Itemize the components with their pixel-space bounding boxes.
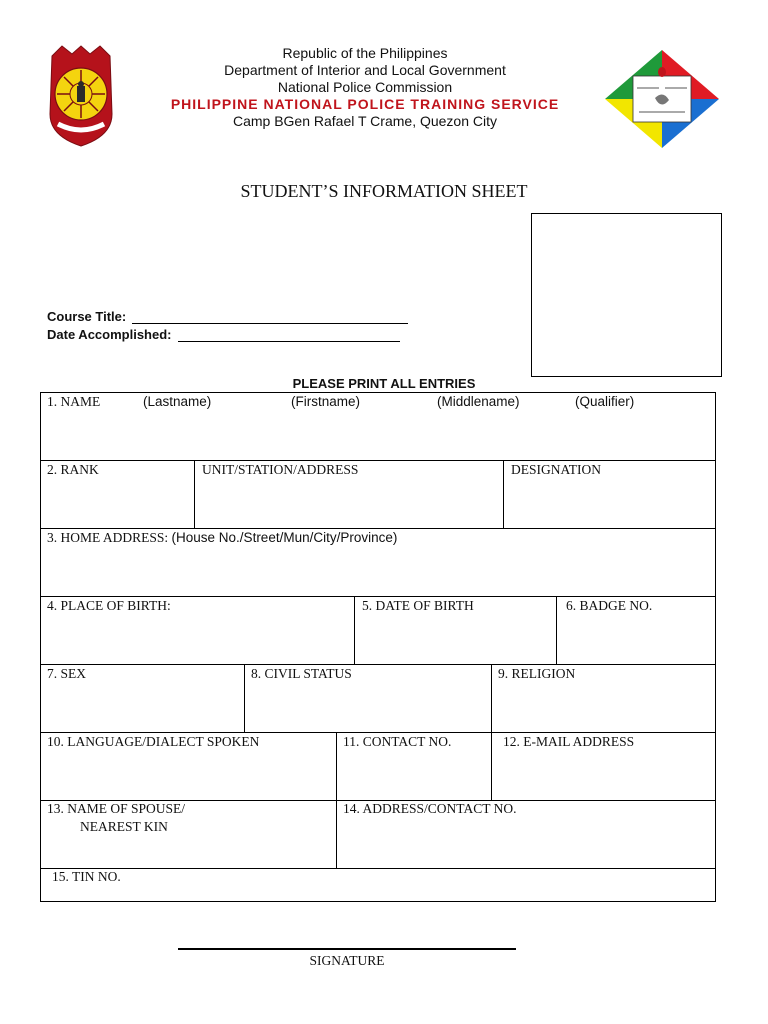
training-service-logo	[603, 50, 721, 148]
place-of-birth-label: 4. PLACE OF BIRTH:	[47, 598, 171, 613]
date-accomplished-label: Date Accomplished:	[47, 327, 172, 342]
name-lastname-hint: (Lastname)	[143, 394, 212, 409]
print-instructions: PLEASE PRINT ALL ENTRIES	[292, 376, 476, 391]
header-commission: National Police Commission	[277, 79, 453, 95]
name-qualifier-hint: (Qualifier)	[575, 394, 635, 409]
home-address-hint: (House No./Street/Mun/City/Province)	[171, 530, 398, 545]
name-firstname-hint: (Firstname)	[291, 394, 361, 409]
document-title: STUDENT’S INFORMATION SHEET	[240, 181, 528, 201]
spouse-label-line2: NEAREST KIN	[80, 819, 168, 834]
date-accomplished-field[interactable]	[178, 329, 400, 342]
photo-box[interactable]	[531, 213, 722, 377]
civil-status-label: 8. CIVIL STATUS	[251, 666, 352, 681]
tin-cell[interactable]	[41, 869, 715, 901]
unit-label: UNIT/STATION/ADDRESS	[202, 462, 359, 477]
email-label: 12. E-MAIL ADDRESS	[503, 734, 635, 749]
sex-label: 7. SEX	[47, 666, 87, 681]
information-form	[40, 392, 716, 902]
religion-label: 9. RELIGION	[498, 666, 576, 681]
header-training-service: PHILIPPINE NATIONAL POLICE TRAINING SERVICE	[170, 96, 560, 112]
name-middlename-hint: (Middlename)	[437, 394, 520, 409]
signature-label: SIGNATURE	[309, 953, 385, 968]
spouse-label-line1: 13. NAME OF SPOUSE/	[47, 801, 186, 816]
tin-label: 15. TIN NO.	[52, 869, 121, 884]
designation-label: DESIGNATION	[511, 462, 601, 477]
pnp-seal-logo	[46, 44, 116, 148]
signature-line[interactable]	[178, 948, 516, 950]
course-title-field[interactable]	[132, 311, 408, 324]
date-of-birth-label: 5. DATE OF BIRTH	[362, 598, 474, 613]
name-label: 1. NAME	[47, 394, 101, 409]
badge-no-label: 6. BADGE NO.	[566, 598, 653, 613]
header-department: Department of Interior and Local Government	[224, 62, 506, 78]
header-republic: Republic of the Philippines	[282, 45, 448, 61]
home-address-label: 3. HOME ADDRESS: (House No./Street/Mun/City/Province)	[47, 530, 398, 545]
course-title-label: Course Title:	[47, 309, 127, 324]
language-label: 10. LANGUAGE/DIALECT SPOKEN	[47, 734, 260, 749]
course-title-row	[47, 309, 408, 324]
header-camp-address: Camp BGen Rafael T Crame, Quezon City	[232, 113, 498, 129]
address-contact-label: 14. ADDRESS/CONTACT NO.	[343, 801, 517, 816]
rank-label: 2. RANK	[47, 462, 99, 477]
contact-no-label: 11. CONTACT NO.	[343, 734, 452, 749]
date-accomplished-row	[47, 327, 400, 342]
